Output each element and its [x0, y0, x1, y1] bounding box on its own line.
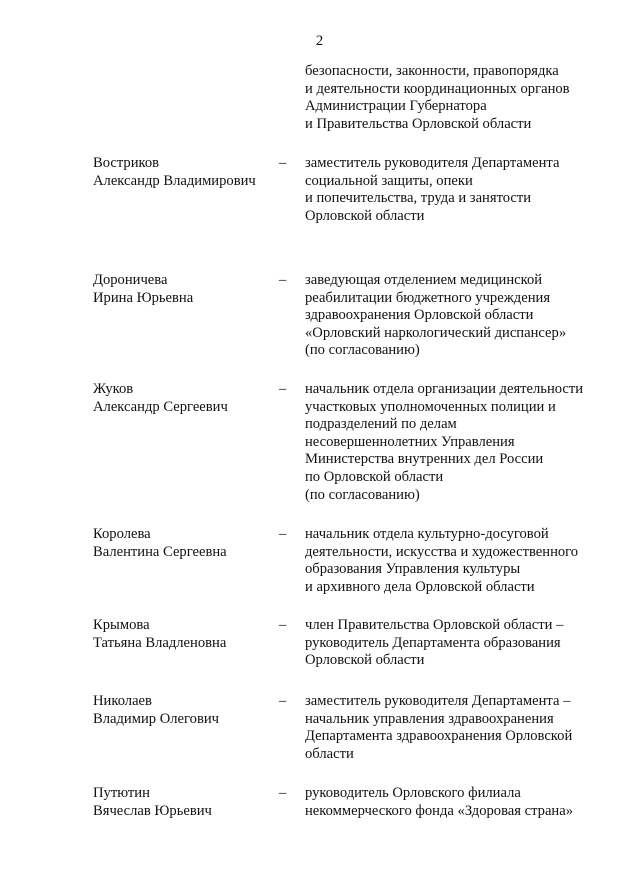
member-role: [305, 785, 605, 820]
role-line: начальник отдела организации деятельности: [305, 381, 584, 397]
role-line: несовершеннолетних Управления: [305, 433, 515, 450]
member-name: [93, 617, 273, 652]
role-line: образования Управления культуры: [305, 561, 521, 578]
role-line: некоммерческого фонда «Здоровая страна»: [305, 802, 574, 819]
role-line: «Орловский наркологический диспансер»: [305, 324, 567, 341]
given-names: Валентина Сергеевна: [93, 543, 227, 560]
role-line: участковых уполномоченных полиции и: [305, 398, 556, 415]
text-line: Администрации Губернатора: [305, 98, 487, 115]
text-line: и Правительства Орловской области: [305, 115, 532, 132]
given-names: Вячеслав Юрьевич: [93, 802, 212, 819]
surname: Королева: [93, 526, 151, 542]
given-names: Татьяна Владленовна: [93, 634, 227, 651]
member-role: [305, 155, 605, 225]
role-line: области: [305, 745, 354, 762]
role-line: руководитель Орловского филиала: [305, 785, 521, 801]
surname: Жуков: [93, 381, 134, 397]
role-line: подразделений по делам: [305, 416, 457, 433]
dash-separator: –: [279, 693, 287, 709]
dash-separator: –: [279, 617, 287, 633]
role-line: Министерства внутренних дел России: [305, 451, 544, 468]
member-name: [93, 155, 273, 190]
member-name: [93, 526, 273, 561]
member-name: [93, 785, 273, 820]
role-line: Департамента здравоохранения Орловской: [305, 728, 573, 745]
member-role: [305, 693, 605, 763]
member-role: [305, 272, 605, 360]
role-line: (по согласованию): [305, 486, 420, 503]
dash-separator: –: [279, 272, 287, 288]
text-line: безопасности, законности, правопорядка: [305, 63, 559, 79]
role-line: член Правительства Орловской области –: [305, 617, 564, 633]
continued-role-text: [305, 63, 605, 133]
role-line: начальник отдела культурно-досуговой: [305, 526, 549, 542]
role-line: заместитель руководителя Департамента –: [305, 693, 571, 709]
role-line: по Орловской области: [305, 468, 444, 485]
dash-separator: –: [279, 526, 287, 542]
role-line: Орловской области: [305, 207, 425, 224]
surname: Путютин: [93, 785, 150, 801]
role-line: начальник управления здравоохранения: [305, 710, 554, 727]
member-role: [305, 526, 605, 596]
role-line: заведующая отделением медицинской: [305, 272, 543, 288]
role-line: реабилитации бюджетного учреждения: [305, 289, 551, 306]
role-line: и попечительства, труда и занятости: [305, 190, 532, 207]
role-line: Орловской области: [305, 652, 425, 669]
dash-separator: –: [279, 381, 287, 397]
surname: Крымова: [93, 617, 150, 633]
member-role: [305, 381, 605, 504]
dash-separator: –: [279, 785, 287, 801]
role-line: социальной защиты, опеки: [305, 172, 473, 189]
member-role: [305, 617, 605, 670]
member-name: [93, 381, 273, 416]
role-line: заместитель руководителя Департамента: [305, 155, 560, 171]
surname: Востриков: [93, 155, 160, 171]
surname: Николаев: [93, 693, 152, 709]
given-names: Владимир Олегович: [93, 710, 219, 727]
page-number: 2: [315, 33, 324, 49]
given-names: Александр Владимирович: [93, 172, 256, 189]
given-names: Ирина Юрьевна: [93, 289, 194, 306]
role-line: деятельности, искусства и художественного: [305, 543, 579, 560]
given-names: Александр Сергеевич: [93, 398, 228, 415]
role-line: (по согласованию): [305, 342, 420, 359]
dash-separator: –: [279, 155, 287, 171]
role-line: и архивного дела Орловской области: [305, 578, 535, 595]
member-name: [93, 272, 273, 307]
role-line: руководитель Департамента образования: [305, 634, 561, 651]
text-line: и деятельности координационных органов: [305, 80, 570, 97]
role-line: здравоохранения Орловской области: [305, 307, 534, 324]
member-name: [93, 693, 273, 728]
surname: Дороничева: [93, 272, 168, 288]
